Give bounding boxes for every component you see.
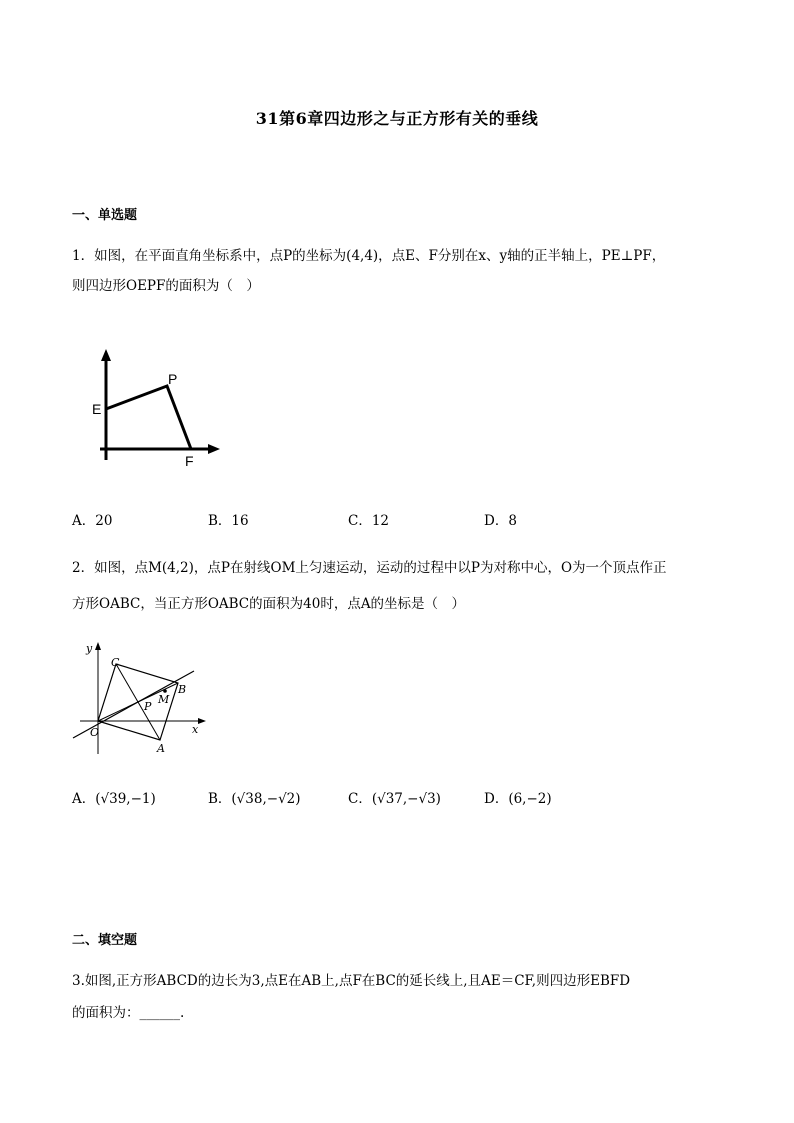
q1-text-line2: 则四边形OEPF的面积为（ ）: [72, 278, 260, 294]
svg-text:P: P: [144, 700, 152, 713]
q1-x-arrow: [208, 444, 220, 454]
q2-text-line1: 2．如图，点M(4,2)，点P在射线OM上匀速运动，运动的过程中以P为对称中心，O为一个顶点作正: [72, 560, 667, 576]
q2-option-a: A．(√39,−1): [72, 791, 156, 807]
q1-text-line1: 1．如图，在平面直角坐标系中，点P的坐标为(4,4)，点E、F分别在x、y轴的正半轴上，PE⊥PF，: [72, 248, 666, 264]
q2-option-c: C．(√37,−√3): [348, 791, 441, 807]
q1-label-F: F: [185, 453, 194, 469]
svg-text:O: O: [90, 726, 100, 739]
svg-text:M: M: [158, 693, 170, 706]
q1-option-a: A．20: [72, 513, 113, 529]
q1-option-c: C．12: [348, 513, 390, 529]
q1-quadrilateral: [106, 386, 191, 449]
q1-y-arrow: [101, 349, 111, 361]
page-title: 31第6章四边形之与正方形有关的垂线: [255, 109, 539, 128]
q1-label-P: P: [168, 371, 178, 387]
svg-text:B: B: [178, 683, 187, 696]
q2-text-line2: 方形OABC，当正方形OABC的面积为40时，点A的坐标是（ ）: [72, 596, 466, 612]
section-heading-single-choice: 一、单选题: [72, 208, 138, 223]
section-heading-fill-blank: 二、填空题: [72, 933, 138, 948]
q2-option-b: B．(√38,−√2): [208, 791, 301, 807]
svg-text:A: A: [157, 742, 165, 755]
q1-option-d: D．8: [484, 513, 517, 529]
q2-figure: [70, 636, 210, 761]
q1-figure: [88, 345, 228, 470]
q3-text-line1: 3.如图,正方形ABCD的边长为3,点E在AB上,点F在BC的延长线上,且AE＝CF,则四边形EBFD: [72, 973, 631, 989]
svg-text:x: x: [192, 723, 199, 736]
q1-option-b: B．16: [208, 513, 249, 529]
svg-text:y: y: [86, 642, 93, 655]
svg-text:C: C: [111, 656, 120, 669]
q1-label-E: E: [92, 401, 102, 417]
q3-text-line2: 的面积为：______.: [72, 1005, 185, 1021]
q2-option-d: D．(6,−2): [484, 791, 552, 807]
